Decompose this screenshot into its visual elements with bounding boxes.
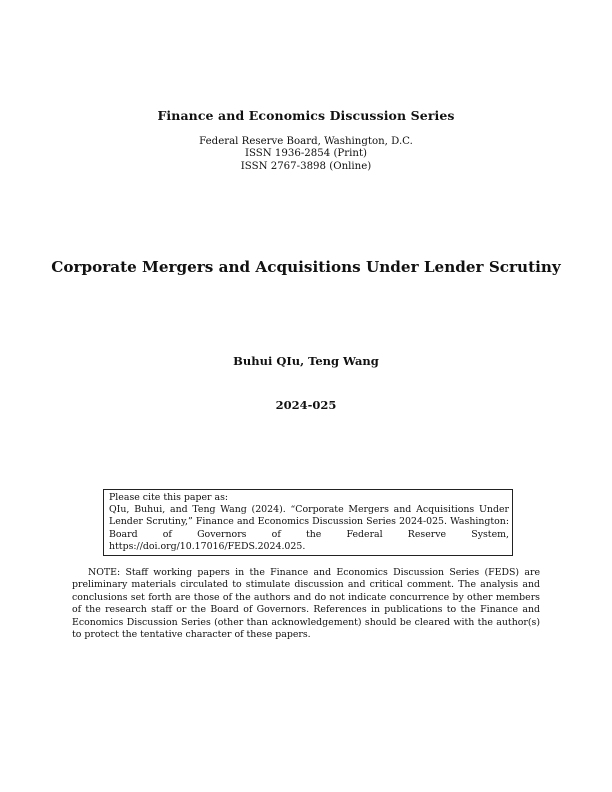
paper-title: Corporate Mergers and Acquisitions Under Lender Scrutiny [51, 258, 561, 276]
paper-authors: Buhui QIu, Teng Wang [233, 354, 379, 368]
publisher-name: Federal Reserve Board, Washington, D.C. [199, 136, 413, 147]
paper-number: 2024-025 [275, 398, 337, 412]
issn-print: ISSN 1936-2854 (Print) [244, 148, 368, 160]
disclaimer-note: NOTE: Staff working papers in the Finance and Economics Discussion Series (FEDS) are preliminary materials circulated to stimulate discussion and critical comment. The analysis and conclusions set forth are those of the authors and do not indicate concurrence by other members of the research staff or the Board of Governors. References in publications to the Finance and Economics Discussion Series (other than acknowledgement) should be cleared with the author(s) to protect the tentative character of these papers. [72, 567, 540, 641]
issn-online: ISSN 2767-3898 (Online) [240, 160, 372, 172]
citation-heading: Please cite this paper as: [109, 492, 229, 503]
publisher-info [0, 136, 612, 173]
series-title: Finance and Economics Discussion Series [157, 108, 455, 123]
citation-box [103, 489, 513, 556]
citation-text: QIu, Buhui, and Teng Wang (2024). “Corporate Mergers and Acquisitions Under Lender Scrutiny,” Finance and Economics Discussion Series 2024-025. Washington: Board of Governors of the Federal Reserve System, https://doi.org/10.17016/FEDS.2024.025. [109, 504, 509, 552]
